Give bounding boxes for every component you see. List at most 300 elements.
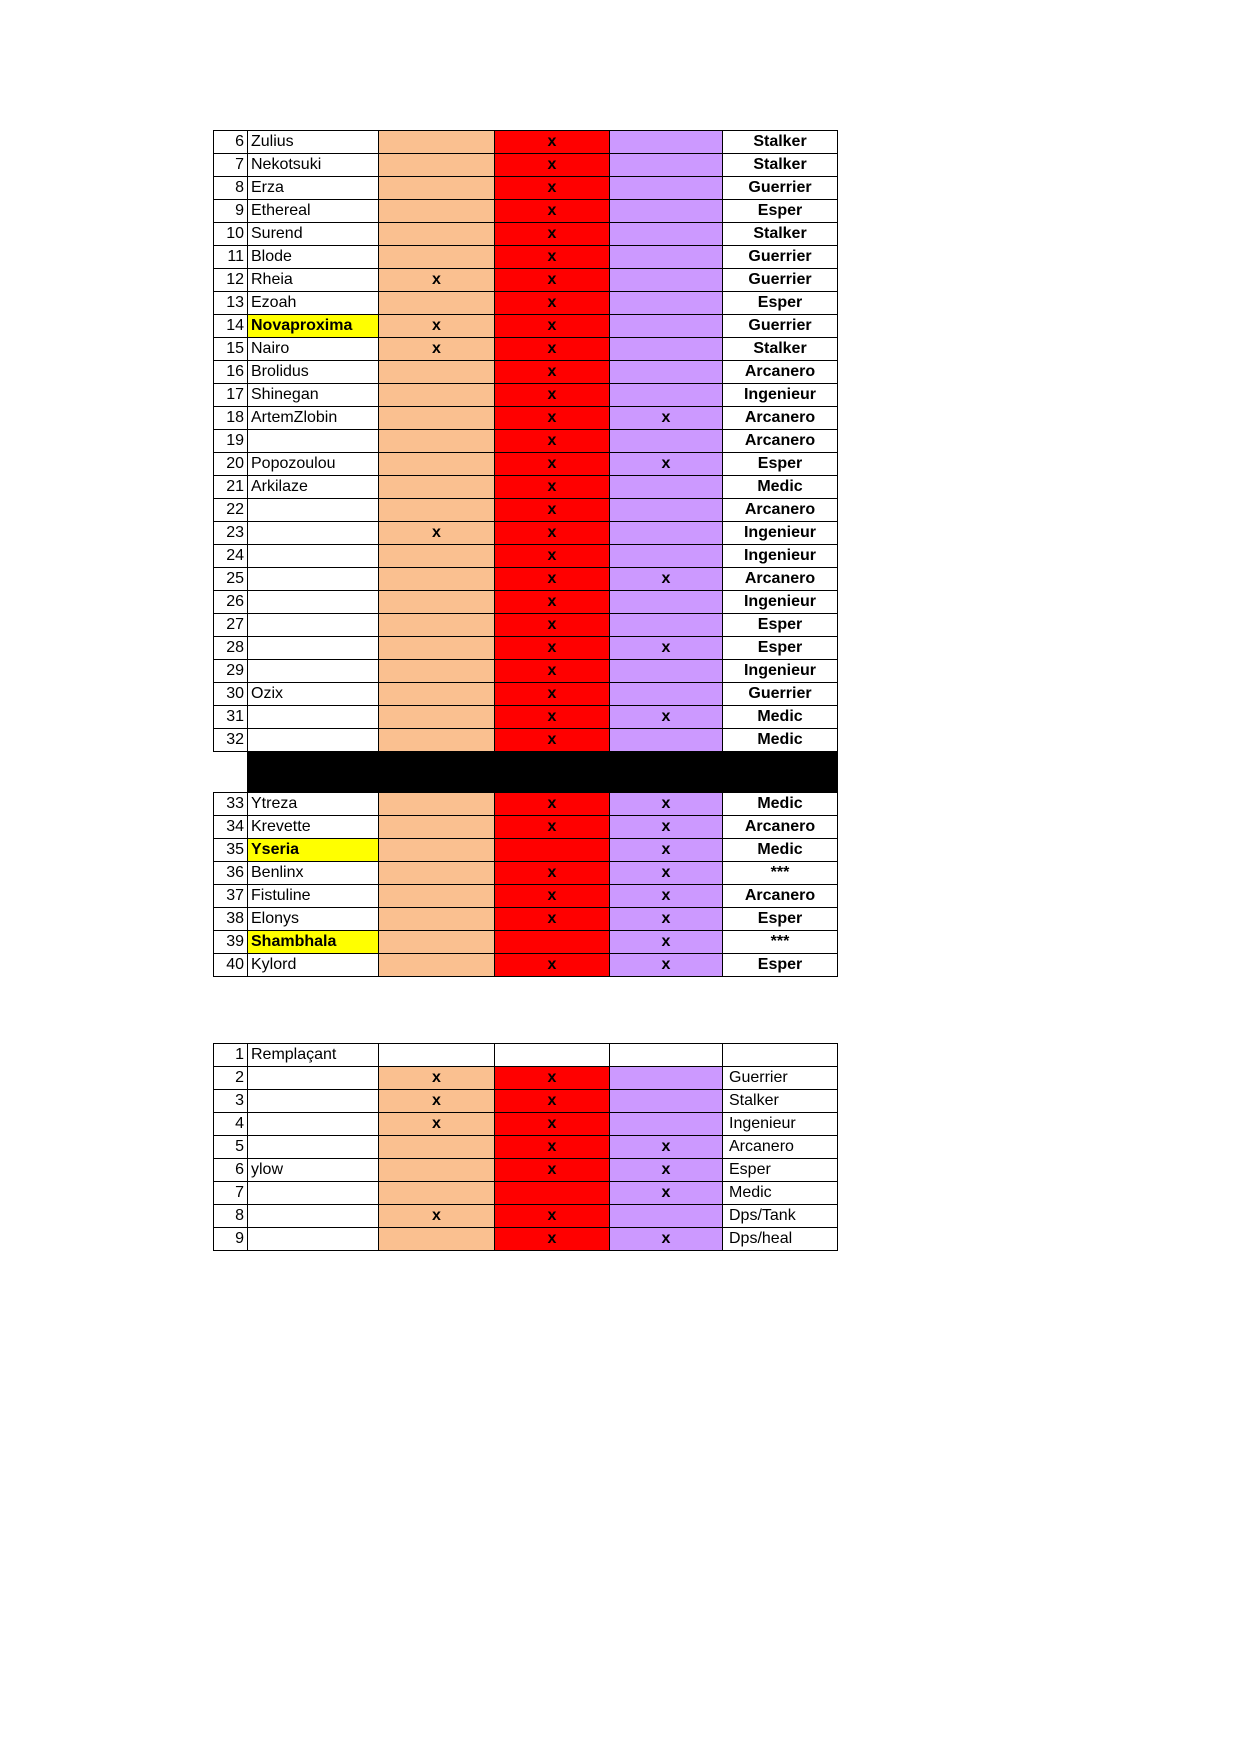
group-c-cell[interactable] <box>610 1205 723 1228</box>
row-number: 25 <box>214 568 248 591</box>
table-row <box>214 660 838 683</box>
role-cell[interactable]: Esper <box>723 637 838 660</box>
group-c-cell[interactable] <box>610 1113 723 1136</box>
group-a-cell[interactable] <box>379 660 495 683</box>
role-cell[interactable]: Arcanero <box>723 499 838 522</box>
table-row <box>214 839 838 862</box>
group-b-cell[interactable]: x <box>495 177 610 200</box>
role-cell[interactable]: Ingenieur <box>723 1113 838 1136</box>
table-row <box>214 1182 838 1205</box>
group-a-cell[interactable] <box>379 816 495 839</box>
group-a-cell[interactable] <box>379 839 495 862</box>
player-name-cell[interactable] <box>248 1228 379 1251</box>
group-a-cell[interactable] <box>379 499 495 522</box>
group-b-cell[interactable] <box>495 839 610 862</box>
group-c-cell[interactable]: x <box>610 954 723 977</box>
role-cell[interactable]: Esper <box>723 908 838 931</box>
row-number: 34 <box>214 816 248 839</box>
player-name-cell[interactable] <box>248 522 379 545</box>
role-cell[interactable]: Esper <box>723 453 838 476</box>
group-b-cell[interactable] <box>495 931 610 954</box>
row-number: 5 <box>214 1136 248 1159</box>
group-a-cell[interactable] <box>379 200 495 223</box>
group-c-cell[interactable] <box>610 545 723 568</box>
row-number: 35 <box>214 839 248 862</box>
substitutes-body <box>214 1044 838 1251</box>
table-row <box>214 292 838 315</box>
role-cell[interactable]: Guerrier <box>723 683 838 706</box>
row-number: 7 <box>214 1182 248 1205</box>
group-b-cell[interactable]: x <box>495 862 610 885</box>
table-row <box>214 499 838 522</box>
group-b-cell[interactable]: x <box>495 269 610 292</box>
group-c-cell[interactable]: x <box>610 1159 723 1182</box>
group-c-cell[interactable]: x <box>610 816 723 839</box>
row-number: 28 <box>214 637 248 660</box>
player-name-cell[interactable]: Nairo <box>248 338 379 361</box>
group-b-cell[interactable]: x <box>495 908 610 931</box>
table-row <box>214 315 838 338</box>
player-name-cell[interactable] <box>248 637 379 660</box>
player-name-cell[interactable] <box>248 614 379 637</box>
group-c-cell[interactable]: x <box>610 637 723 660</box>
group-b-cell[interactable]: x <box>495 729 610 752</box>
row-number: 4 <box>214 1113 248 1136</box>
group-c-cell[interactable]: x <box>610 1182 723 1205</box>
player-name-cell[interactable] <box>248 591 379 614</box>
role-cell[interactable]: Arcanero <box>723 568 838 591</box>
table-row <box>214 200 838 223</box>
group-b-cell[interactable]: x <box>495 292 610 315</box>
table-row <box>214 1113 838 1136</box>
separator-cell <box>248 752 379 793</box>
group-b-cell[interactable]: x <box>495 706 610 729</box>
role-cell[interactable]: Stalker <box>723 338 838 361</box>
table-row <box>214 338 838 361</box>
player-name-cell[interactable] <box>248 430 379 453</box>
row-number: 2 <box>214 1067 248 1090</box>
row-number: 38 <box>214 908 248 931</box>
section-separator-row <box>214 752 838 793</box>
player-name-cell[interactable]: Elonys <box>248 908 379 931</box>
group-a-cell[interactable] <box>379 862 495 885</box>
row-number: 22 <box>214 499 248 522</box>
row-number: 17 <box>214 384 248 407</box>
role-cell[interactable]: Arcanero <box>723 1136 838 1159</box>
group-b-cell[interactable]: x <box>495 614 610 637</box>
group-c-cell[interactable]: x <box>610 862 723 885</box>
group-a-cell[interactable] <box>379 793 495 816</box>
table-row <box>214 246 838 269</box>
row-number: 15 <box>214 338 248 361</box>
group-a-cell[interactable] <box>379 131 495 154</box>
player-name-cell[interactable]: Nekotsuki <box>248 154 379 177</box>
group-a-cell[interactable]: x <box>379 1205 495 1228</box>
group-b-cell[interactable]: x <box>495 683 610 706</box>
table-row <box>214 954 838 977</box>
group-b-cell[interactable]: x <box>495 315 610 338</box>
group-b-cell[interactable]: x <box>495 1205 610 1228</box>
row-number: 21 <box>214 476 248 499</box>
group-b-cell[interactable]: x <box>495 1067 610 1090</box>
table-gap-spacer <box>213 977 838 1043</box>
group-a-cell[interactable] <box>379 908 495 931</box>
role-cell[interactable]: Esper <box>723 954 838 977</box>
table-row <box>214 453 838 476</box>
row-number: 6 <box>214 131 248 154</box>
table-row <box>214 545 838 568</box>
table-row <box>214 361 838 384</box>
group-c-cell[interactable] <box>610 223 723 246</box>
group-c-cell[interactable]: x <box>610 1228 723 1251</box>
role-cell[interactable]: Ingenieur <box>723 591 838 614</box>
player-name-cell[interactable]: Shambhala <box>248 931 379 954</box>
group-b-cell[interactable]: x <box>495 568 610 591</box>
group-c-cell[interactable] <box>610 361 723 384</box>
table-row <box>214 154 838 177</box>
player-name-cell[interactable] <box>248 1205 379 1228</box>
role-cell[interactable]: Stalker <box>723 223 838 246</box>
player-name-cell[interactable] <box>248 1113 379 1136</box>
role-cell[interactable]: Arcanero <box>723 361 838 384</box>
row-number: 12 <box>214 269 248 292</box>
player-name-cell[interactable]: Shinegan <box>248 384 379 407</box>
group-a-cell[interactable]: x <box>379 315 495 338</box>
group-b-cell[interactable]: x <box>495 430 610 453</box>
table-row <box>214 1159 838 1182</box>
role-cell[interactable]: Stalker <box>723 154 838 177</box>
group-b-cell[interactable]: x <box>495 1159 610 1182</box>
role-cell[interactable]: Guerrier <box>723 315 838 338</box>
row-number: 8 <box>214 177 248 200</box>
group-c-cell[interactable] <box>610 476 723 499</box>
player-name-cell[interactable] <box>248 1182 379 1205</box>
separator-cell <box>723 752 838 793</box>
table-row <box>214 862 838 885</box>
group-b-cell[interactable]: x <box>495 1090 610 1113</box>
player-name-cell[interactable]: Surend <box>248 223 379 246</box>
role-cell[interactable]: Guerrier <box>723 1067 838 1090</box>
group-c-cell[interactable] <box>610 591 723 614</box>
role-cell[interactable]: Esper <box>723 614 838 637</box>
group-a-cell[interactable] <box>379 223 495 246</box>
table-row <box>214 407 838 430</box>
group-a-cell[interactable] <box>379 591 495 614</box>
row-number: 40 <box>214 954 248 977</box>
player-name-cell[interactable]: Popozoulou <box>248 453 379 476</box>
group-a-cell[interactable] <box>379 476 495 499</box>
role-cell[interactable]: Dps/heal <box>723 1228 838 1251</box>
group-a-cell[interactable]: x <box>379 1090 495 1113</box>
player-name-cell[interactable]: Ytreza <box>248 793 379 816</box>
separator-cell <box>379 752 495 793</box>
role-cell[interactable]: Guerrier <box>723 246 838 269</box>
player-name-cell[interactable]: Novaproxima <box>248 315 379 338</box>
group-b-cell[interactable]: x <box>495 338 610 361</box>
role-cell[interactable]: Guerrier <box>723 269 838 292</box>
group-a-cell[interactable] <box>379 706 495 729</box>
player-name-cell[interactable] <box>248 499 379 522</box>
role-cell[interactable]: Arcanero <box>723 816 838 839</box>
table-row <box>214 931 838 954</box>
table-row <box>214 269 838 292</box>
row-number: 6 <box>214 1159 248 1182</box>
group-b-cell[interactable]: x <box>495 660 610 683</box>
group-b-cell[interactable]: x <box>495 154 610 177</box>
table-row <box>214 1136 838 1159</box>
player-name-cell[interactable]: Benlinx <box>248 862 379 885</box>
group-b-cell[interactable]: x <box>495 637 610 660</box>
group-a-cell[interactable] <box>379 384 495 407</box>
role-cell[interactable]: *** <box>723 862 838 885</box>
row-number: 20 <box>214 453 248 476</box>
player-name-cell[interactable]: Yseria <box>248 839 379 862</box>
group-c-cell[interactable] <box>610 315 723 338</box>
role-cell[interactable]: Esper <box>723 200 838 223</box>
group-a-cell[interactable] <box>379 453 495 476</box>
group-a-cell[interactable] <box>379 246 495 269</box>
table-row <box>214 1067 838 1090</box>
group-a-cell[interactable]: x <box>379 338 495 361</box>
group-b-cell[interactable]: x <box>495 384 610 407</box>
row-number: 37 <box>214 885 248 908</box>
role-cell[interactable]: Dps/Tank <box>723 1205 838 1228</box>
player-name-cell[interactable]: Erza <box>248 177 379 200</box>
player-name-cell[interactable] <box>248 660 379 683</box>
group-b-cell[interactable]: x <box>495 1136 610 1159</box>
player-name-cell[interactable]: Arkilaze <box>248 476 379 499</box>
group-a-cell[interactable] <box>379 430 495 453</box>
player-name-cell[interactable]: Krevette <box>248 816 379 839</box>
row-number <box>214 752 248 793</box>
group-c-cell[interactable] <box>610 614 723 637</box>
group-c-cell[interactable]: x <box>610 885 723 908</box>
row-number: 19 <box>214 430 248 453</box>
row-number: 10 <box>214 223 248 246</box>
group-b-cell[interactable]: x <box>495 131 610 154</box>
group-a-cell[interactable] <box>379 1182 495 1205</box>
empty-cell <box>723 1044 838 1067</box>
group-a-cell[interactable] <box>379 154 495 177</box>
table-row <box>214 1205 838 1228</box>
group-a-cell[interactable] <box>379 177 495 200</box>
player-name-cell[interactable]: Zulius <box>248 131 379 154</box>
group-b-cell[interactable]: x <box>495 1228 610 1251</box>
group-c-cell[interactable] <box>610 177 723 200</box>
group-c-cell[interactable]: x <box>610 1136 723 1159</box>
row-number: 9 <box>214 1228 248 1251</box>
group-b-cell[interactable]: x <box>495 476 610 499</box>
row-number: 23 <box>214 522 248 545</box>
group-b-cell[interactable]: x <box>495 885 610 908</box>
role-cell[interactable]: Ingenieur <box>723 522 838 545</box>
table-row <box>214 476 838 499</box>
group-c-cell[interactable]: x <box>610 908 723 931</box>
empty-cell <box>610 1044 723 1067</box>
group-a-cell[interactable] <box>379 637 495 660</box>
player-name-cell[interactable] <box>248 568 379 591</box>
group-c-cell[interactable] <box>610 338 723 361</box>
table-row <box>214 591 838 614</box>
player-name-cell[interactable]: Brolidus <box>248 361 379 384</box>
group-c-cell[interactable] <box>610 1090 723 1113</box>
role-cell[interactable]: Arcanero <box>723 885 838 908</box>
role-cell[interactable]: Medic <box>723 706 838 729</box>
table-row <box>214 1090 838 1113</box>
group-a-cell[interactable] <box>379 292 495 315</box>
main-roster-body <box>214 131 838 977</box>
table-row <box>214 683 838 706</box>
group-c-cell[interactable] <box>610 200 723 223</box>
player-name-cell[interactable] <box>248 1067 379 1090</box>
group-c-cell[interactable]: x <box>610 839 723 862</box>
role-cell[interactable]: Medic <box>723 1182 838 1205</box>
substitutes-table <box>213 1043 838 1251</box>
player-name-cell[interactable] <box>248 706 379 729</box>
table-row <box>214 793 838 816</box>
group-c-cell[interactable] <box>610 131 723 154</box>
group-c-cell[interactable] <box>610 683 723 706</box>
row-number: 14 <box>214 315 248 338</box>
group-b-cell[interactable]: x <box>495 223 610 246</box>
table-row <box>214 614 838 637</box>
group-c-cell[interactable] <box>610 269 723 292</box>
role-cell[interactable]: Esper <box>723 1159 838 1182</box>
table-row <box>214 1228 838 1251</box>
group-c-cell[interactable] <box>610 384 723 407</box>
group-b-cell[interactable]: x <box>495 522 610 545</box>
substitutes-header-row <box>214 1044 838 1067</box>
player-name-cell[interactable] <box>248 729 379 752</box>
group-c-cell[interactable]: x <box>610 793 723 816</box>
role-cell[interactable]: Arcanero <box>723 430 838 453</box>
group-b-cell[interactable]: x <box>495 200 610 223</box>
group-a-cell[interactable] <box>379 568 495 591</box>
row-number: 24 <box>214 545 248 568</box>
group-c-cell[interactable] <box>610 1067 723 1090</box>
player-name-cell[interactable]: Ezoah <box>248 292 379 315</box>
group-a-cell[interactable] <box>379 931 495 954</box>
main-roster-table <box>213 130 838 977</box>
row-number: 13 <box>214 292 248 315</box>
row-number: 8 <box>214 1205 248 1228</box>
group-c-cell[interactable] <box>610 522 723 545</box>
role-cell[interactable]: Medic <box>723 793 838 816</box>
group-c-cell[interactable]: x <box>610 931 723 954</box>
group-b-cell[interactable]: x <box>495 453 610 476</box>
role-cell[interactable]: Ingenieur <box>723 384 838 407</box>
group-a-cell[interactable] <box>379 683 495 706</box>
group-c-cell[interactable] <box>610 246 723 269</box>
row-number: 31 <box>214 706 248 729</box>
table-row <box>214 637 838 660</box>
group-b-cell[interactable]: x <box>495 246 610 269</box>
table-row <box>214 908 838 931</box>
group-a-cell[interactable] <box>379 361 495 384</box>
group-c-cell[interactable] <box>610 292 723 315</box>
group-a-cell[interactable]: x <box>379 1113 495 1136</box>
group-c-cell[interactable]: x <box>610 706 723 729</box>
row-number: 30 <box>214 683 248 706</box>
group-c-cell[interactable]: x <box>610 568 723 591</box>
row-number: 32 <box>214 729 248 752</box>
group-a-cell[interactable] <box>379 614 495 637</box>
role-cell[interactable]: Ingenieur <box>723 545 838 568</box>
player-name-cell[interactable] <box>248 545 379 568</box>
player-name-cell[interactable]: Rheia <box>248 269 379 292</box>
group-b-cell[interactable]: x <box>495 816 610 839</box>
role-cell[interactable]: Guerrier <box>723 177 838 200</box>
row-number: 16 <box>214 361 248 384</box>
group-a-cell[interactable]: x <box>379 522 495 545</box>
group-b-cell[interactable]: x <box>495 407 610 430</box>
group-a-cell[interactable] <box>379 1136 495 1159</box>
role-cell[interactable]: Medic <box>723 729 838 752</box>
group-c-cell[interactable] <box>610 499 723 522</box>
table-row <box>214 384 838 407</box>
row-number: 29 <box>214 660 248 683</box>
player-name-cell[interactable]: Kylord <box>248 954 379 977</box>
substitutes-title-cell[interactable]: Remplaçant <box>248 1044 379 1067</box>
player-name-cell[interactable]: ylow <box>248 1159 379 1182</box>
role-cell[interactable]: Ingenieur <box>723 660 838 683</box>
group-a-cell[interactable] <box>379 545 495 568</box>
player-name-cell[interactable] <box>248 1090 379 1113</box>
role-cell[interactable]: Stalker <box>723 1090 838 1113</box>
group-a-cell[interactable] <box>379 1228 495 1251</box>
group-b-cell[interactable]: x <box>495 1113 610 1136</box>
role-cell[interactable]: Medic <box>723 839 838 862</box>
role-cell[interactable]: Esper <box>723 292 838 315</box>
group-b-cell[interactable]: x <box>495 793 610 816</box>
row-number: 18 <box>214 407 248 430</box>
table-row <box>214 816 838 839</box>
role-cell[interactable]: *** <box>723 931 838 954</box>
player-name-cell[interactable] <box>248 1136 379 1159</box>
player-name-cell[interactable]: Ethereal <box>248 200 379 223</box>
player-name-cell[interactable]: Blode <box>248 246 379 269</box>
group-a-cell[interactable]: x <box>379 1067 495 1090</box>
group-c-cell[interactable]: x <box>610 407 723 430</box>
group-a-cell[interactable] <box>379 1159 495 1182</box>
group-a-cell[interactable] <box>379 885 495 908</box>
group-c-cell[interactable] <box>610 154 723 177</box>
group-c-cell[interactable] <box>610 729 723 752</box>
role-cell[interactable]: Arcanero <box>723 407 838 430</box>
player-name-cell[interactable]: ArtemZlobin <box>248 407 379 430</box>
group-b-cell[interactable]: x <box>495 954 610 977</box>
group-c-cell[interactable] <box>610 430 723 453</box>
group-b-cell[interactable] <box>495 1182 610 1205</box>
group-a-cell[interactable] <box>379 407 495 430</box>
role-cell[interactable]: Medic <box>723 476 838 499</box>
group-a-cell[interactable] <box>379 729 495 752</box>
group-b-cell[interactable]: x <box>495 361 610 384</box>
table-row <box>214 729 838 752</box>
player-name-cell[interactable]: Ozix <box>248 683 379 706</box>
group-b-cell[interactable]: x <box>495 591 610 614</box>
player-name-cell[interactable]: Fistuline <box>248 885 379 908</box>
row-number: 1 <box>214 1044 248 1067</box>
group-a-cell[interactable] <box>379 954 495 977</box>
row-number: 9 <box>214 200 248 223</box>
group-b-cell[interactable]: x <box>495 499 610 522</box>
role-cell[interactable]: Stalker <box>723 131 838 154</box>
group-a-cell[interactable]: x <box>379 269 495 292</box>
group-c-cell[interactable] <box>610 660 723 683</box>
group-b-cell[interactable]: x <box>495 545 610 568</box>
group-c-cell[interactable]: x <box>610 453 723 476</box>
